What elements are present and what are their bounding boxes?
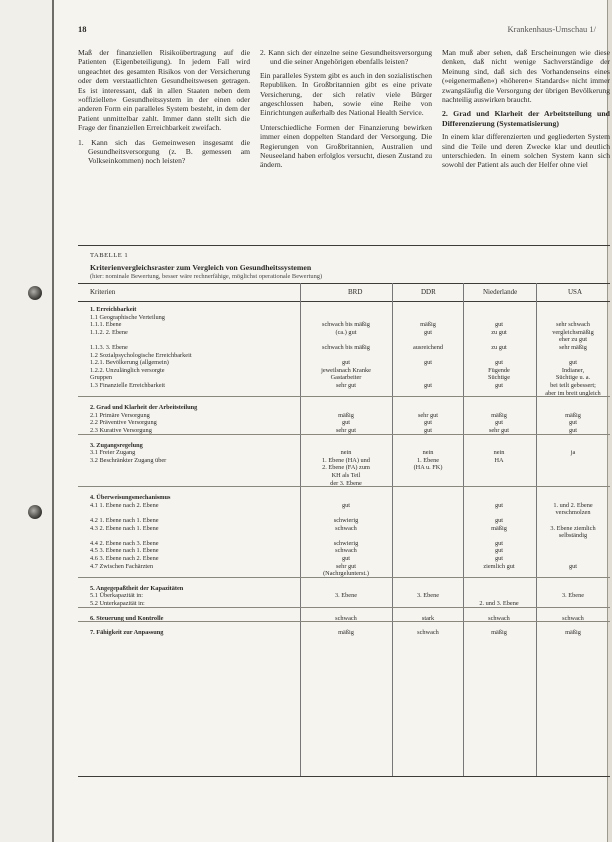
value-cell: (Nachrgelunterst.) — [323, 570, 369, 578]
value-cell: 1. Ebene — [416, 456, 440, 464]
value-cell: (ca.) gut — [335, 328, 357, 336]
page-header — [78, 24, 606, 38]
value-cell: gut — [423, 359, 433, 367]
value-cell: nein — [493, 449, 505, 457]
column-divider — [536, 283, 537, 776]
list-item: 2. Kann sich der einzelne seine Gesundheitsversorgung und die seiner Angehörigen ebenfalls leisten? — [260, 48, 432, 67]
value-cell: ausreichend — [412, 344, 444, 351]
table-label: TABELLE 1 — [90, 252, 129, 259]
table-header — [78, 283, 610, 302]
value-cell: zu gut — [491, 344, 507, 351]
value-cell: schwach — [417, 629, 439, 637]
section-rule — [78, 621, 610, 622]
value-cell: Süchtige — [487, 374, 511, 382]
value-cell: ziemlich gut — [483, 562, 515, 570]
value-cell: sehr gut — [335, 427, 357, 434]
criterion-cell: 5.2 Unterkapazität in: — [90, 600, 145, 607]
paragraph: Man muß aber sehen, daß Erscheinungen wie diese denken, daß nicht wenige Sachverständige der Meinung sind, daß sich des Vorhandenseins eines (»eigenermaßen«) »höheren« Standards« nicht immer zwangsläufig die Versorgung der übrigen Bevölkerung nachteilig auswirken braucht. — [442, 48, 610, 105]
section-heading: 2. Grad und Klarheit der Arbeitsteilung und Differenzierung (Systematisierung) — [442, 109, 610, 128]
criterion-cell: 2.3 Kurative Versorgung — [90, 427, 152, 434]
criterion-cell: 2.1 Primäre Versorgung — [90, 411, 150, 419]
value-cell: stark — [421, 614, 435, 622]
value-cell: schwach bis mäßig — [322, 344, 370, 351]
value-cell: 2. und 3. Ebene — [479, 600, 519, 607]
value-cell: (HA u. FK) — [413, 464, 443, 472]
value-cell: der 3. Ebene — [330, 479, 362, 487]
paragraph: Maß der finanziellen Risikoübertragung auf die Patienten (Eigenbeteiligung). In jedem Fall wird ungeachtet des gesamten Risikos von der Versicherung oder dem verstaatlichten Gesundheitswesen getragen. Es ist interessant, daß in allen Staaten neben dem »offiziellen« Gesundheitssystem in der einen oder anderen Form ein paralleles System besteht, in dem der Patient unmittelbar zahlt. Immer dann stellt sich die Frage der finanziellen Erreichbarkeit zweifach. — [78, 48, 250, 133]
text-column-2 — [260, 48, 432, 175]
punch-hole-bottom — [28, 505, 42, 519]
value-cell: KH als Teil — [331, 472, 361, 479]
value-cell: gut — [568, 427, 578, 434]
value-cell: gut — [568, 359, 578, 367]
value-cell: sehr gut — [417, 411, 439, 419]
criterion-cell: 1.2.1. Bevölkerung (allgemein) — [90, 359, 169, 367]
value-cell: zu gut — [491, 328, 507, 336]
criterion-cell: 6. Steuerung und Kontrolle — [90, 614, 164, 622]
section-rule — [78, 607, 610, 608]
header-niederlande: Niederlande — [483, 288, 518, 296]
paragraph: In einem klar differenzierten und gegliederten System sind die Teile und deren Zwecke klar und deutlich unterschieden. In einem solchen System kann sich sowohl der Patient als auch der Helfer ohne viel — [442, 132, 610, 170]
criterion-cell: 1.1.1. Ebene — [90, 321, 122, 329]
value-cell: mäßig — [565, 411, 581, 419]
criterion-cell: 1.1 Geographische Verteilung — [90, 313, 165, 321]
criterion-cell: 4.4 2. Ebene nach 3. Ebene — [90, 539, 159, 547]
value-cell: Fügende — [488, 366, 510, 374]
value-cell: schwach — [335, 547, 357, 555]
value-cell: gut — [568, 419, 578, 427]
value-cell: gut — [423, 328, 433, 336]
value-cell: sehr gut — [335, 562, 357, 570]
criterion-cell: 1.1.3. 3. Ebene — [90, 344, 128, 351]
value-cell: Süchtige u. a. — [555, 374, 591, 382]
value-cell: jeweilsnach Kranke — [321, 366, 371, 374]
criterion-cell: 7. Fähigkeit zur Anpassung — [90, 629, 164, 637]
value-cell: mäßig — [565, 629, 581, 637]
value-cell: gut — [568, 562, 578, 570]
value-cell: gut — [423, 419, 433, 427]
criterion-cell: 4.6 3. Ebene nach 2. Ebene — [90, 555, 159, 562]
value-cell: gut — [494, 419, 504, 427]
value-cell: Indianer, — [561, 366, 585, 374]
criterion-cell: 3.1 Freier Zugang — [90, 449, 136, 457]
value-cell: schwierig — [333, 517, 359, 524]
header-kriterien: Kriterien — [90, 288, 116, 296]
list-item: 1. Kann sich das Gemeinwesen insgesamt die Gesundheitsversorgung (z. B. gemessen am Volkseinkommen) noch leisten? — [78, 137, 250, 166]
value-cell: schwach — [335, 524, 357, 532]
value-cell: sehr gut — [335, 382, 357, 389]
text-column-1 — [78, 48, 250, 170]
criterion-cell: 2. Grad und Klarheit der Arbeitsteilung — [90, 404, 198, 412]
value-cell: sehr schwach — [556, 321, 590, 329]
section-rule — [78, 486, 610, 487]
value-cell: 3. Ebene — [334, 592, 358, 600]
value-cell: gut — [494, 321, 504, 329]
value-cell: gut — [494, 539, 504, 547]
value-cell: verschmolzen — [555, 509, 591, 517]
value-cell: mäßig — [338, 629, 354, 637]
criterion-cell: 4.3 2. Ebene nach 1. Ebene — [90, 524, 159, 532]
criterion-cell: Gruppen — [90, 374, 113, 382]
criterion-cell: 4.1 1. Ebene nach 2. Ebene — [90, 501, 159, 509]
value-cell: ja — [570, 449, 576, 457]
criterion-cell: 4. Überweisungsmechanismus — [90, 494, 171, 502]
value-cell: gut — [494, 359, 504, 367]
value-cell: gut — [494, 382, 504, 389]
value-cell: Gastarbeiter — [330, 374, 362, 382]
value-cell: gut — [423, 427, 433, 434]
value-cell: nein — [340, 449, 352, 457]
criterion-cell: 2.2 Präventive Versorgung — [90, 419, 157, 427]
value-cell: nein — [422, 449, 434, 457]
header-usa: USA — [568, 288, 583, 296]
value-cell: gut — [423, 382, 433, 389]
value-cell: selbständig — [558, 532, 588, 540]
comparison-table — [78, 245, 610, 777]
value-cell: gut — [494, 517, 504, 524]
value-cell: sehr mäßig — [559, 344, 587, 351]
running-head: Krankenhaus-Umschau 1/ — [507, 24, 596, 34]
value-cell: schwach — [488, 614, 510, 622]
value-cell: 1. Ebene (HA) und — [322, 456, 370, 464]
value-cell: 3. Ebene ziemlich — [550, 524, 596, 532]
value-cell: schwach — [335, 614, 357, 622]
text-column-3 — [442, 48, 610, 175]
value-cell: gut — [341, 359, 351, 367]
section-rule — [78, 396, 610, 397]
criterion-cell: 4.7 Zwischen Fachärzten — [90, 562, 154, 570]
column-divider — [392, 283, 393, 776]
criterion-cell: 1.3 Finanzielle Erreichbarkeit — [90, 382, 166, 389]
value-cell: schwach — [562, 614, 584, 622]
header-brd: BRD — [348, 288, 363, 296]
value-cell: 1. und 2. Ebene — [553, 501, 593, 509]
value-cell: mäßig — [491, 524, 507, 532]
criterion-cell: 1. Erreichbarkeit — [90, 306, 137, 313]
value-cell: gut — [341, 501, 351, 509]
criterion-cell: 4.5 3. Ebene nach 1. Ebene — [90, 547, 159, 555]
value-cell: aber im breit ungleich — [545, 389, 601, 397]
criterion-cell: 1.1.2. 2. Ebene — [90, 328, 128, 336]
criterion-cell: 4.2 1. Ebene nach 1. Ebene — [90, 517, 159, 524]
criterion-cell: 1.2 Sozialpsychologische Erreichbarkeit — [90, 351, 192, 359]
table-subtitle: (hier: nominale Bewertung, besser wäre rechnerfähige, möglichst operationale Bewertung) — [90, 273, 323, 280]
value-cell: mäßig — [338, 411, 354, 419]
column-divider — [300, 283, 301, 776]
criterion-cell: 5. Angegepaßtheit der Kapazitäten — [90, 584, 184, 592]
paragraph: Unterschiedliche Formen der Finanzierung bewirken immer einen doppelten Standard der Versorgung. Die Regierungen von Großbritannien, Australien und Neuseeland haben erfolglos versucht, diesen Zustand zu ändern. — [260, 122, 432, 170]
page-number: 18 — [78, 24, 87, 34]
value-cell: gut — [494, 547, 504, 555]
value-cell: schwierig — [333, 539, 359, 547]
value-cell: 3. Ebene — [561, 592, 585, 600]
value-cell: eher zu gut — [559, 336, 587, 344]
header-ddr: DDR — [421, 288, 436, 296]
document-page — [52, 0, 612, 842]
value-cell: gut — [341, 419, 351, 427]
value-cell: HA — [494, 456, 504, 464]
criterion-cell: 5.1 Überkapazität in: — [90, 592, 143, 600]
value-cell: 3. Ebene — [416, 592, 440, 600]
value-cell: gut — [494, 501, 504, 509]
paragraph: Ein paralleles System gibt es auch in den sozialistischen Republiken. In Großbritannien gibt es eine private Versicherung, der sich relativ viele Bürger angeschlossen haben, sowie eine Reihe von Einrichtungen außerhalb des National Health Service. — [260, 70, 432, 118]
criterion-cell: 3.2 Beschränkter Zugang über — [90, 456, 167, 464]
value-cell: sehr gut — [488, 427, 510, 434]
punch-hole-top — [28, 286, 42, 300]
criterion-cell: 3. Zugangsregelung — [90, 441, 143, 449]
criterion-cell: 1.2.2. Unzulänglich versorgte — [90, 366, 165, 374]
section-rule — [78, 577, 610, 578]
value-cell: mäßig — [491, 629, 507, 637]
table-title: Kriterienvergleichsraster zum Vergleich von Gesundheitssystemen — [90, 263, 312, 272]
section-rule — [78, 434, 610, 435]
value-cell: mäßig — [420, 321, 436, 329]
value-cell: schwach bis mäßig — [322, 321, 370, 329]
value-cell: 2. Ebene (FA) zum — [322, 464, 370, 472]
value-cell: mäßig — [491, 411, 507, 419]
value-cell: bei teilt gebessert; — [550, 382, 596, 389]
value-cell: vergleichsmäßig — [552, 328, 594, 336]
value-cell: gut — [341, 555, 351, 562]
value-cell: gut — [494, 555, 504, 562]
